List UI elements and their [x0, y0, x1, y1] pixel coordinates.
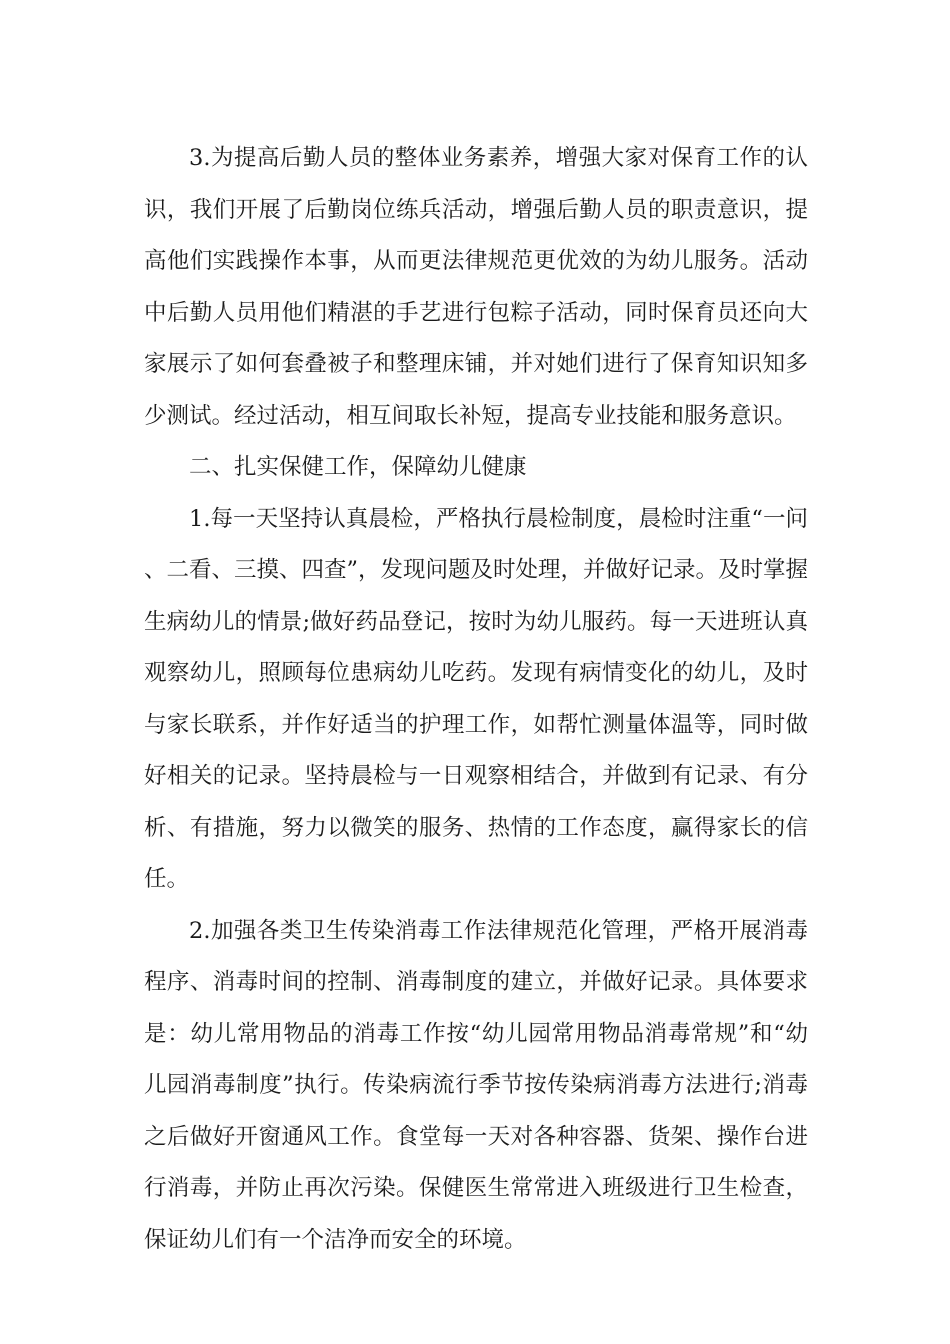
section-heading-health: 二、扎实保健工作，保障幼儿健康	[189, 454, 527, 480]
paragraph-morning-check: 1.每一天坚持认真晨检，严格执行晨检制度，晨检时注重“一问、二看、三摸、四查”，发现问题及时处理，并做好记录。及时掌握生病幼儿的情景;做好药品登记，按时为幼儿服药。每一天进班认真观察幼儿，照顾每位患病幼儿吃药。发现有病情变化的幼儿，及时与家长联系，并作好适当的护理工作，如帮忙测量体温等，同时做好相关的记录。坚持晨检与一日观察相结合，并做到有记录、有分析、有措施，努力以微笑的服务、热情的工作态度，赢得家长的信任。	[144, 505, 809, 892]
paragraph-backoffice-training: 3.为提高后勤人员的整体业务素养，增强大家对保育工作的认识，我们开展了后勤岗位练兵活动，增强后勤人员的职责意识，提高他们实践操作本事，从而更法律规范更优效的为幼儿服务。活动中后勤人员用他们精湛的手艺进行包粽子活动，同时保育员还向大家展示了如何套叠被子和整理床铺，并对她们进行了保育知识知多少测试。经过活动，相互间取长补短，提高专业技能和服务意识。	[144, 145, 808, 429]
paragraph-disinfection: 2.加强各类卫生传染消毒工作法律规范化管理，严格开展消毒程序、消毒时间的控制、消毒制度的建立，并做好记录。具体要求是：幼儿常用物品的消毒工作按“幼儿园常用物品消毒常规”和“幼儿园消毒制度”执行。传染病流行季节按传染病消毒方法进行;消毒之后做好开窗通风工作。食堂每一天对各种容器、货架、操作台进行消毒，并防止再次污染。保健医生常常进入班级进行卫生检查，保证幼儿们有一个洁净而安全的环境。	[144, 917, 808, 1253]
document-page	[144, 133, 808, 1266]
